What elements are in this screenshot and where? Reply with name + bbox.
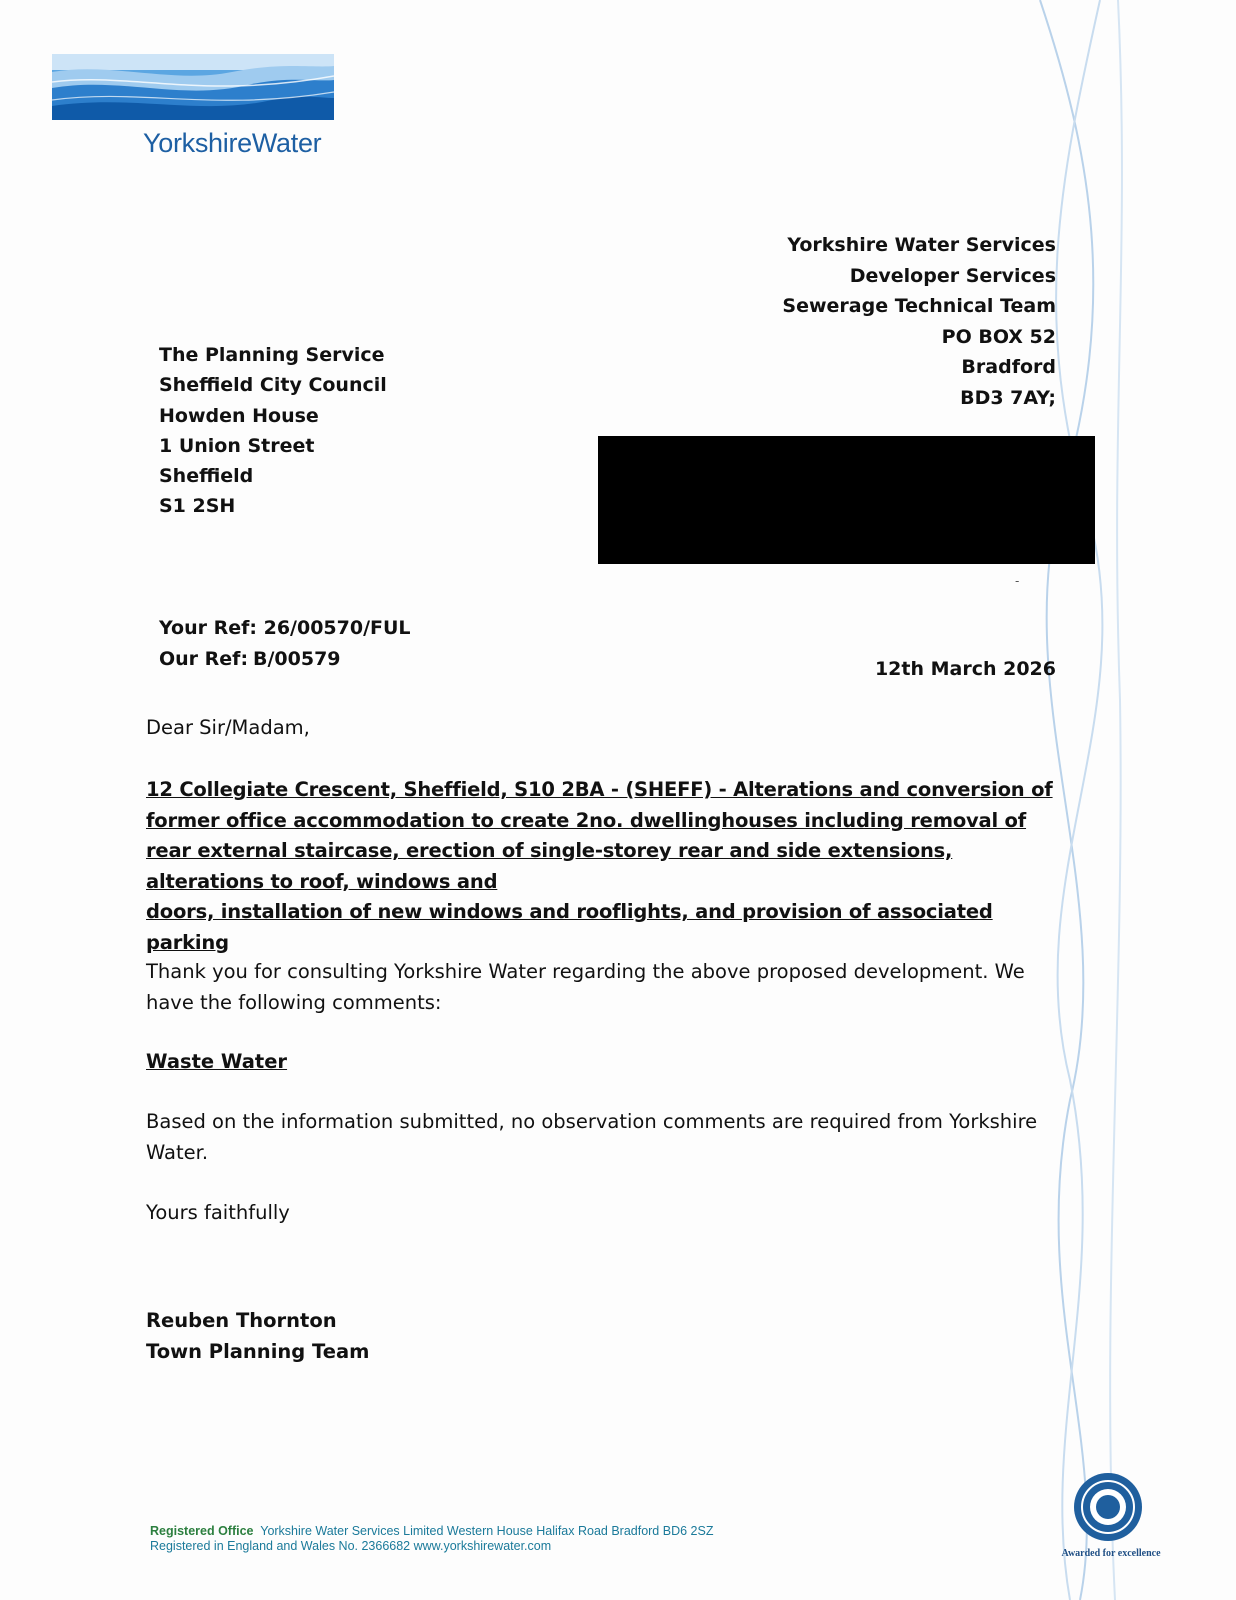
- subject-text-2: doors, installation of new windows and rooflights, and provision of associated parking: [146, 900, 993, 954]
- redaction-block: [598, 436, 1095, 564]
- recipient-line: S1 2SH: [159, 495, 236, 518]
- footer-office-text: Yorkshire Water Services Limited Western House Halifax Road Bradford BD6 2SZ: [260, 1524, 714, 1538]
- footer-office-label: Registered Office: [150, 1524, 254, 1538]
- charter-mark-icon: [1052, 1470, 1170, 1544]
- recipient-line: 1 Union Street: [159, 434, 315, 457]
- section-body: Based on the information submitted, no observation comments are required from Yorkshire Water.: [146, 1110, 1038, 1164]
- logo-wordmark: YorkshireWater: [143, 128, 322, 158]
- your-ref-label: Your Ref:: [159, 617, 257, 639]
- recipient-address: [159, 340, 387, 522]
- our-ref-label: Our Ref:: [159, 647, 249, 670]
- charter-mark-badge: [1052, 1470, 1170, 1560]
- section-heading: Waste Water: [146, 1050, 288, 1073]
- sender-address: [782, 230, 1056, 413]
- your-ref-value: 26/00570/FUL: [263, 617, 411, 639]
- recipient-line: Howden House: [159, 404, 319, 427]
- signature: [146, 1306, 369, 1367]
- closing: Yours faithfully: [146, 1201, 290, 1224]
- charter-caption: Awarded for excellence: [1061, 1548, 1161, 1559]
- your-ref: [159, 613, 411, 644]
- stray-dash: -: [1015, 574, 1020, 588]
- signature-team: Town Planning Team: [146, 1339, 370, 1363]
- sender-line: BD3 7AY;: [960, 386, 1056, 409]
- intro-paragraph: Thank you for consulting Yorkshire Water regarding the above proposed development. We have the following comments:: [146, 960, 1025, 1014]
- recipient-line: The Planning Service: [159, 344, 385, 366]
- salutation: Dear Sir/Madam,: [146, 716, 310, 739]
- recipient-line: Sheffield: [159, 465, 254, 488]
- subject-line: [146, 775, 1066, 958]
- footer-registration: Registered in England and Wales No. 2366682 www.yorkshirewater.com: [150, 1539, 552, 1553]
- sender-line: PO BOX 52: [941, 325, 1056, 348]
- references: [159, 613, 411, 674]
- our-ref-value: B/00579: [253, 647, 341, 670]
- sender-line: Sewerage Technical Team: [782, 295, 1056, 317]
- subject-text-1: 12 Collegiate Crescent, Sheffield, S10 2BA - (SHEFF) - Alterations and conversion of former office accommodation to create 2no. dwellinghouses including removal of rear external staircase, erection of single-storey rear and side extensions, alterations to roof, windows and: [146, 778, 1053, 893]
- signature-name: Reuben Thornton: [146, 1309, 337, 1332]
- recipient-line: Sheffield City Council: [159, 374, 387, 397]
- sender-line: Bradford: [961, 356, 1056, 378]
- sender-line: Developer Services: [849, 264, 1056, 287]
- footer: [150, 1524, 713, 1554]
- sender-line: Yorkshire Water Services: [787, 234, 1056, 256]
- our-ref: [159, 644, 411, 675]
- letter-date: 12th March 2026: [874, 658, 1056, 680]
